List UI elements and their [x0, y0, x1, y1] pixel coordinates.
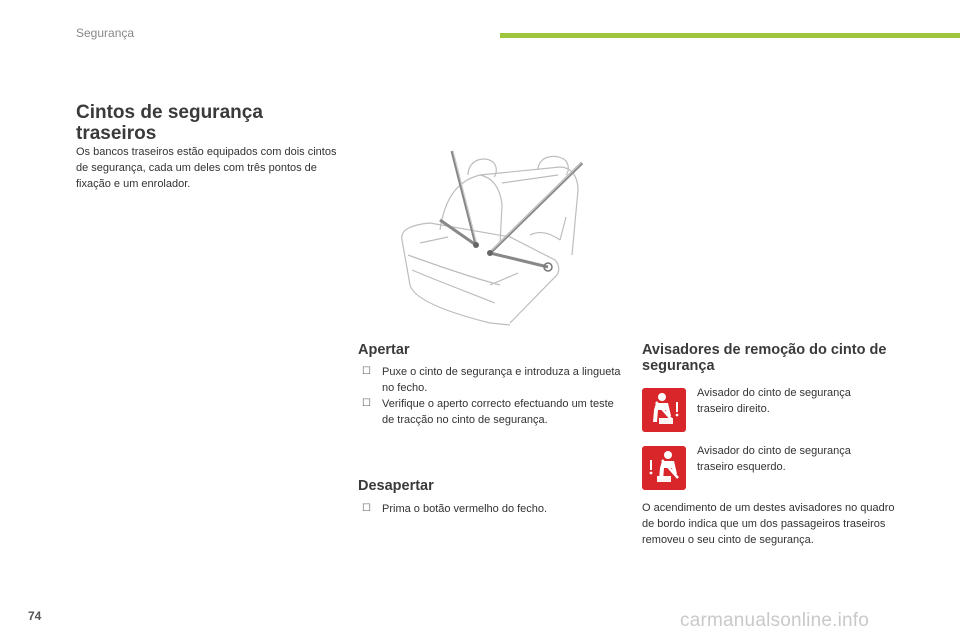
watermark: carmanualsonline.info — [680, 610, 870, 631]
rear-seat-belt-illustration — [390, 145, 600, 330]
list-item: ☐ Puxe o cinto de segurança e introduza a lingueta no fecho. — [362, 366, 621, 394]
page-number: 74 — [28, 609, 42, 623]
section-label: Segurança — [76, 26, 135, 40]
apertar-list — [358, 364, 623, 428]
seatbelt-warning-right-icon — [642, 388, 686, 432]
warning-right-text: Avisador do cinto de segurança traseiro direito. — [697, 387, 851, 415]
header-accent-bar — [500, 33, 960, 38]
seatbelt-warning-left-icon — [642, 446, 686, 490]
avisadores-paragraph: O acendimento de um destes avisadores no quadro de bordo indica que um dos passageiros traseiros removeu o seu cinto de segurança. — [642, 502, 895, 546]
page-title: Cintos de segurança traseiros — [76, 102, 263, 144]
list-item: ☐ Prima o botão vermelho do fecho. — [362, 503, 548, 515]
list-item: ☐ Verifique o aperto correcto efectuando um teste de tracção no cinto de segurança. — [362, 398, 614, 426]
intro-paragraph: Os bancos traseiros estão equipados com dois cintos de segurança, cada um deles com três pontos de fixação e um enrolador. — [76, 146, 337, 190]
warning-left-text: Avisador do cinto de segurança traseiro esquerdo. — [697, 445, 851, 473]
checkbox-bullet-icon: ☐ — [362, 398, 371, 409]
avisadores-heading: Avisadores de remoção do cinto de segurança — [642, 342, 887, 374]
desapertar-list — [358, 501, 623, 517]
checkbox-bullet-icon: ☐ — [362, 503, 371, 514]
checkbox-bullet-icon: ☐ — [362, 366, 371, 377]
desapertar-heading: Desapertar — [358, 478, 434, 494]
apertar-heading: Apertar — [358, 342, 410, 358]
